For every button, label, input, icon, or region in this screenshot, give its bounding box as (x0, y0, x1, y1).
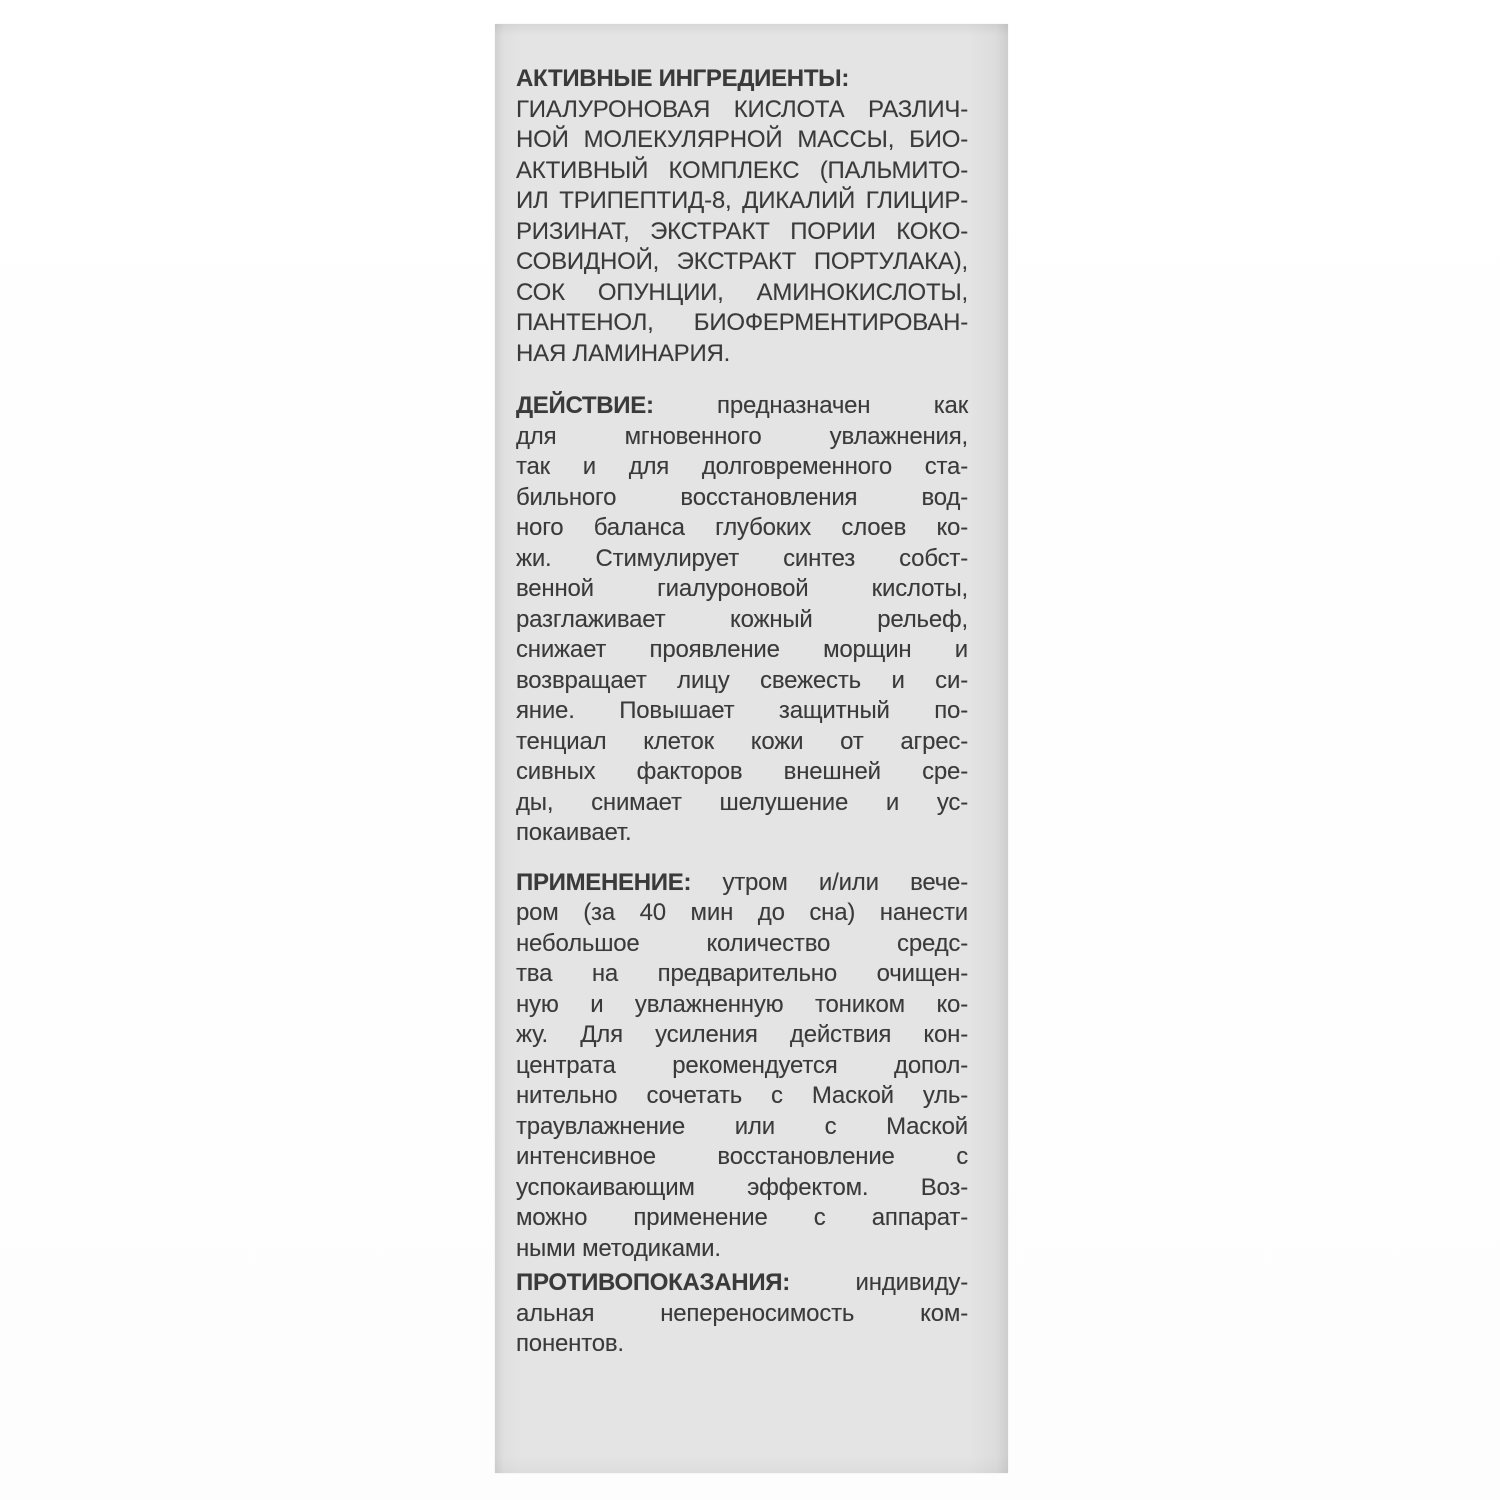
text-line: ную и увлажненную тоником ко- (516, 990, 968, 1018)
text-line: РИЗИНАТ, ЭКСТРАКТ ПОРИИ КОКО- (516, 217, 968, 245)
text-line: ГИАЛУРОНОВАЯ КИСЛОТА РАЗЛИЧ- (516, 95, 968, 123)
section-contraindications (516, 1268, 968, 1360)
text-line: успокаивающим эффектом. Воз- (516, 1173, 968, 1201)
section-heading-line (516, 64, 968, 95)
section-heading: АКТИВНЫЕ ИНГРЕДИЕНТЫ: (516, 65, 850, 92)
text-line: разглаживает кожный рельеф, (516, 605, 968, 633)
text-line: сивных факторов внешней сре- (516, 758, 968, 785)
text-line: венной гиалуроновой кислоты, (516, 575, 968, 602)
section-action (516, 391, 968, 849)
text-line: ного баланса глубоких слоев ко- (516, 514, 968, 541)
text-line: покаивает. (516, 819, 632, 846)
text-line: тенциал клеток кожи от агрес- (516, 727, 968, 755)
text-line: центрата рекомендуется допол- (516, 1051, 968, 1079)
text-line: АКТИВНЫЙ КОМПЛЕКС (ПАЛЬМИТО- (516, 156, 968, 184)
text-line: траувлажнение или с Маской (516, 1112, 968, 1140)
section-heading-line: ПРОТИВОПОКАЗАНИЯ: индивиду- (516, 1269, 968, 1296)
text-line: ИЛ ТРИПЕПТИД-8, ДИКАЛИЙ ГЛИЦИР- (516, 187, 968, 214)
text-line: небольшое количество средс- (516, 929, 968, 957)
section-active-ingredients (516, 64, 968, 369)
text-line: ды, снимает шелушение и ус- (516, 788, 968, 816)
text-line: тва на предварительно очищен- (516, 960, 968, 987)
text-line: так и для долговременного ста- (516, 453, 968, 480)
text-line: для мгновенного увлажнения, (516, 422, 968, 450)
section-heading: ПРИМЕНЕНИЕ: (516, 868, 692, 896)
label-text-column (516, 64, 968, 1360)
section-heading: ДЕЙСТВИЕ: (516, 392, 654, 419)
text-line: возвращает лицу свежесть и си- (516, 666, 968, 694)
text-line: ными методиками. (516, 1234, 721, 1262)
section-application (516, 868, 968, 1265)
text-line: ром (за 40 мин до сна) нанести (516, 899, 968, 926)
text-line: можно применение с аппарат- (516, 1204, 968, 1231)
section-heading-line: ПРИМЕНЕНИЕ: утром и/или вече- (516, 868, 968, 896)
text-line: жи. Стимулирует синтез собст- (516, 544, 968, 572)
text-line: СОВИДНОЙ, ЭКСТРАКТ ПОРТУЛАКА), (516, 248, 968, 275)
section-heading: ПРОТИВОПОКАЗАНИЯ: (516, 1269, 790, 1296)
text-line: НОЙ МОЛЕКУЛЯРНОЙ МАССЫ, БИО- (516, 126, 968, 153)
text-line: яние. Повышает защитный по- (516, 697, 968, 724)
text-line: жу. Для усиления действия кон- (516, 1021, 968, 1048)
text-line: альная непереносимость ком- (516, 1299, 968, 1327)
text-line: СОК ОПУНЦИИ, АМИНОКИСЛОТЫ, (516, 278, 968, 306)
text-line: бильного восстановления вод- (516, 483, 968, 511)
text-line: нительно сочетать с Маской уль- (516, 1082, 968, 1109)
text-line: снижает проявление морщин и (516, 636, 968, 663)
package-front-panel (495, 24, 1008, 1473)
text-line: интенсивное восстановление с (516, 1143, 968, 1170)
text-line: понентов. (516, 1330, 624, 1357)
text-line: НАЯ ЛАМИНАРИЯ. (516, 339, 731, 367)
text-line: ПАНТЕНОЛ, БИОФЕРМЕНТИРОВАН- (516, 309, 968, 336)
section-heading-line: ДЕЙСТВИЕ: предназначен как (516, 392, 968, 419)
